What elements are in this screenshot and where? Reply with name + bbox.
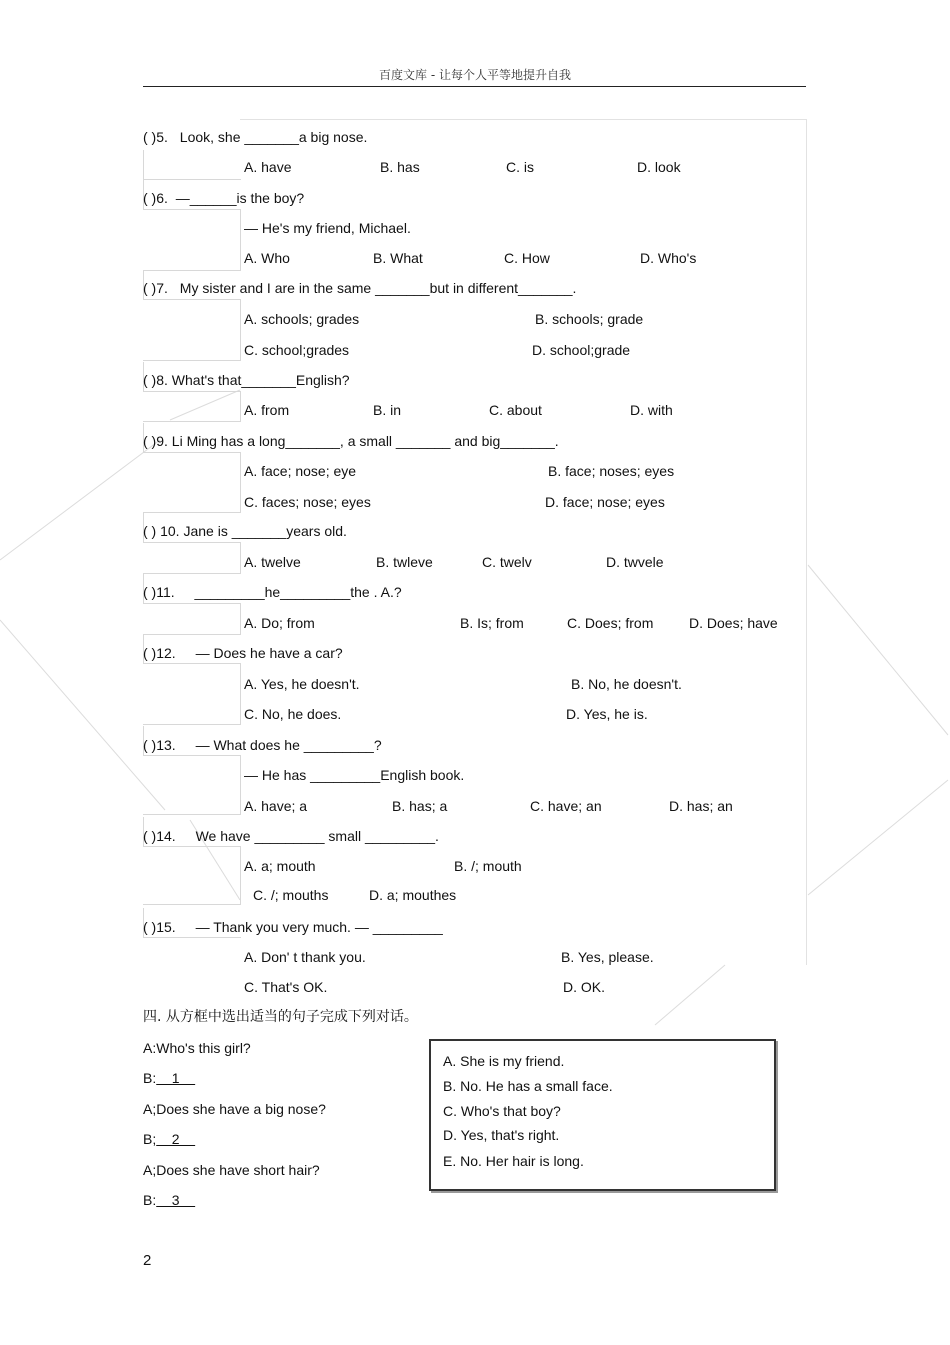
option-c: C. twelv [482,554,532,570]
question-number: ( )14. [143,828,176,844]
option-d: D. Who's [640,250,697,266]
option-c: C. Does; from [567,615,654,631]
question-number: ( )7. [143,280,168,296]
option-b: B. Is; from [460,615,524,631]
option-d: D. school;grade [532,342,631,358]
question-number: ( ) 10. [143,523,180,539]
option-d: D. Yes, he is. [566,706,648,722]
question-13 [143,736,382,754]
speaker: B; [143,1131,157,1147]
option-a: A. Don' t thank you. [244,949,366,965]
option-a: A. schools; grades [244,311,360,327]
question-number: ( )12. [143,645,176,661]
answer-blank-3[interactable]: 3 [156,1192,196,1208]
frame-right [806,119,807,965]
speaker: B: [143,1192,157,1208]
question-stem: — What does he _________? [195,737,382,753]
answer-blank-2[interactable]: 2 [156,1131,196,1147]
question-11 [143,583,402,601]
option-b: B. twleve [376,554,433,570]
box-option-c: C. Who's that boy? [443,1103,561,1119]
question-number: ( )8. [143,372,168,388]
question-stem: — Does he have a car? [195,645,343,661]
option-c: C. faces; nose; eyes [244,494,371,510]
question-number: ( )9. [143,433,168,449]
option-c: C. How [504,250,550,266]
question-number: ( )15. [143,919,176,935]
speaker: B: [143,1070,157,1086]
option-b: B. No, he doesn't. [571,676,682,692]
option-b: B. What [373,250,423,266]
dialogue-text: Does she have a big nose? [156,1101,326,1117]
option-b: B. has [380,159,420,175]
question-stem: _________he_________the . A.? [194,584,402,600]
option-b: B. /; mouth [454,858,522,874]
answer-box-12-frame [143,664,241,725]
option-c: C. about [489,402,542,418]
question-number: ( )13. [143,737,176,753]
option-d: D. twvele [606,554,664,570]
page-header: 百度文库 - 让每个人平等地提升自我 [379,68,571,82]
option-b: B. has; a [392,798,448,814]
option-c: C. No, he does. [244,706,342,722]
page-number: 2 [143,1252,152,1269]
option-a: A. have [244,159,292,175]
answer-blank-1[interactable]: 1 [156,1070,196,1086]
question-stem: Look, she _______a big nose. [179,129,368,145]
option-c: C. is [506,159,534,175]
dialogue-line-6 [143,1192,195,1208]
answer-box-7-frame [143,300,241,361]
question-stem: My sister and I are in the same _______but in different_______. [179,280,577,296]
speaker: A: [143,1040,157,1056]
option-a: A. from [244,402,290,418]
answer-box-5[interactable] [143,150,241,180]
option-b: B. face; noses; eyes [548,463,675,479]
option-d: D. with [630,402,673,418]
question-stem: We have _________ small _________. [195,828,439,844]
option-d: D. OK. [563,979,606,995]
section-4-title: 四. 从方框中选出适当的句子完成下列对话。 [143,1009,418,1025]
speaker: A; [143,1101,157,1117]
box-option-d: D. Yes, that's right. [443,1127,560,1143]
box-option-a: A. She is my friend. [443,1053,565,1069]
answer-box-9-frame [143,452,241,513]
question-stem: —______is the boy? [175,190,305,206]
question-12 [143,644,343,662]
dialogue-line-3 [143,1101,326,1117]
dialogue-line-2 [143,1070,195,1086]
answer-box-6-frame [143,210,241,271]
answer-box-11-frame [143,604,241,635]
option-c: C. have; an [530,798,602,814]
question-number: ( )5. [143,129,168,145]
header-rule [143,86,806,87]
option-a: A. Who [244,250,290,266]
box-option-e: E. No. Her hair is long. [443,1153,584,1169]
option-c: C. school;grades [244,342,350,358]
question-7 [143,279,576,297]
option-b: B. schools; grade [535,311,644,327]
option-b: B. in [373,402,402,418]
question-stem: What's that_______English? [171,372,350,388]
option-d: D. a; mouthes [369,887,457,903]
option-a: A. face; nose; eye [244,463,357,479]
question-number: ( )6. [143,190,168,206]
option-d: D. face; nose; eyes [545,494,665,510]
option-b: B. Yes, please. [561,949,654,965]
question-stem: — Thank you very much. — _________ [195,919,443,935]
dialogue-line-4 [143,1131,195,1147]
dialogue-line-5 [143,1162,320,1178]
option-d: D. has; an [669,798,733,814]
speaker: A; [143,1162,157,1178]
question-6-reply: — He's my friend, Michael. [244,220,411,236]
answer-box-14-frame [143,846,241,905]
option-d: D. look [637,159,681,175]
dialogue-line-1 [143,1040,251,1056]
option-c: C. That's OK. [244,979,328,995]
question-13-reply: — He has _________English book. [244,767,465,783]
answer-box-13-frame [143,756,241,815]
option-a: A. twelve [244,554,301,570]
question-number: ( )11. [143,584,175,600]
option-a: A. Yes, he doesn't. [244,676,360,692]
question-stem: Li Ming has a long_______, a small _______ and big_______. [171,433,559,449]
question-14 [143,827,439,845]
answer-box-10-frame [143,543,241,574]
question-8 [143,371,350,389]
answer-box-8-frame [143,391,241,422]
question-stem: Jane is _______years old. [183,523,347,539]
option-a: A. Do; from [244,615,315,631]
question-9 [143,432,559,450]
option-d: D. Does; have [689,615,778,631]
question-10 [143,522,347,540]
question-5 [143,128,367,146]
frame-top [240,119,806,120]
dialogue-text: Does she have short hair? [156,1162,320,1178]
box-option-b: B. No. He has a small face. [443,1078,613,1094]
dialogue-text: Who's this girl? [156,1040,251,1056]
option-a: A. have; a [244,798,308,814]
question-15 [143,918,443,936]
option-a: A. a; mouth [244,858,316,874]
question-6 [143,189,304,207]
option-c: C. /; mouths [253,887,329,903]
